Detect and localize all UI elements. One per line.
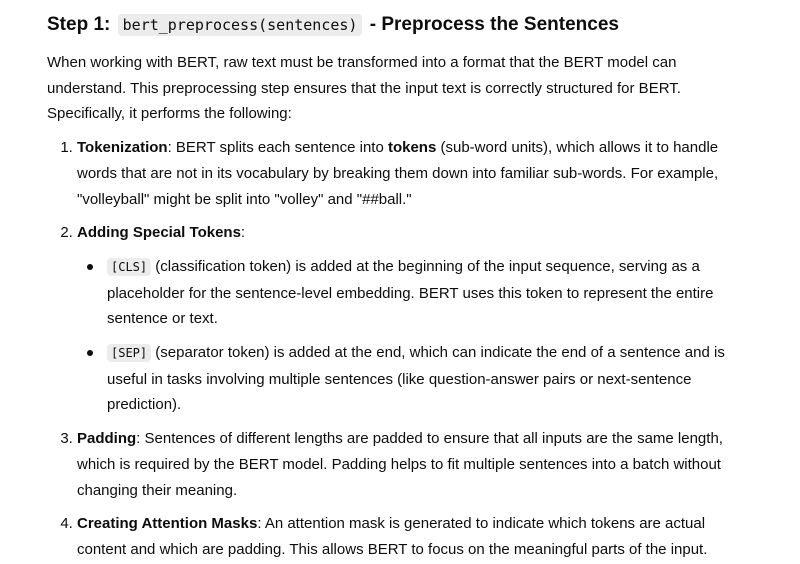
step-text: : BERT splits each sentence into (167, 139, 388, 157)
step-text: (sub-word units), which allows it to handle words that are not in its vocabulary by breaking them down into familiar sub-words. For example, "volleyball" might be split into "volley" and "##ball." (77, 139, 719, 208)
list-item-special-tokens (77, 220, 747, 418)
step-title: Creating Attention Masks (77, 515, 258, 533)
intro-paragraph: When working with BERT, raw text must be transformed into a format that the BERT model can understand. This preprocessing step ensures that the input text is correctly structured for BERT. Specifically, it performs the following: (47, 54, 681, 123)
list-item-attention-masks (77, 511, 747, 562)
step-heading (47, 12, 747, 38)
step-title: Tokenization (77, 139, 168, 157)
steps-list (47, 135, 747, 563)
list-item-tokenization (77, 135, 747, 212)
bullet-item-cls (107, 254, 747, 332)
step-text: : Sentences of different lengths are padded to ensure that all inputs are the same length, which is required by the BERT model. Padding helps to fit multiple sentences into a batch without changing their meaning. (77, 430, 723, 499)
heading-code: bert_preprocess(sentences) (118, 14, 363, 36)
special-tokens-list (77, 254, 747, 418)
step-title: Padding (77, 430, 137, 448)
step-text: : An attention mask is generated to indicate which tokens are actual content and which are padding. This allows BERT to focus on the meaningful parts of the input. (77, 515, 708, 558)
step-text: : (240, 224, 246, 242)
step-title: Adding Special Tokens (77, 224, 241, 242)
bullet-text: (classification token) is added at the beginning of the input sequence, serving as a placeholder for the sentence-level embedding. BERT uses this token to represent the entire sentence or text. (107, 257, 714, 328)
step-bold-term: tokens (387, 139, 437, 157)
inline-code: [CLS] (107, 258, 151, 276)
list-item-padding (77, 426, 747, 503)
heading-suffix: - Preprocess the Sentences (369, 14, 619, 35)
bullet-icon (87, 350, 93, 356)
inline-code: [SEP] (107, 344, 151, 362)
heading-prefix: Step 1: (47, 14, 111, 35)
bullet-icon (87, 264, 93, 270)
bullet-text: (separator token) is added at the end, which can indicate the end of a sentence and is useful in tasks involving multiple sentences (like question-answer pairs or next-sentence prediction). (107, 344, 725, 414)
bullet-item-sep (107, 340, 747, 418)
